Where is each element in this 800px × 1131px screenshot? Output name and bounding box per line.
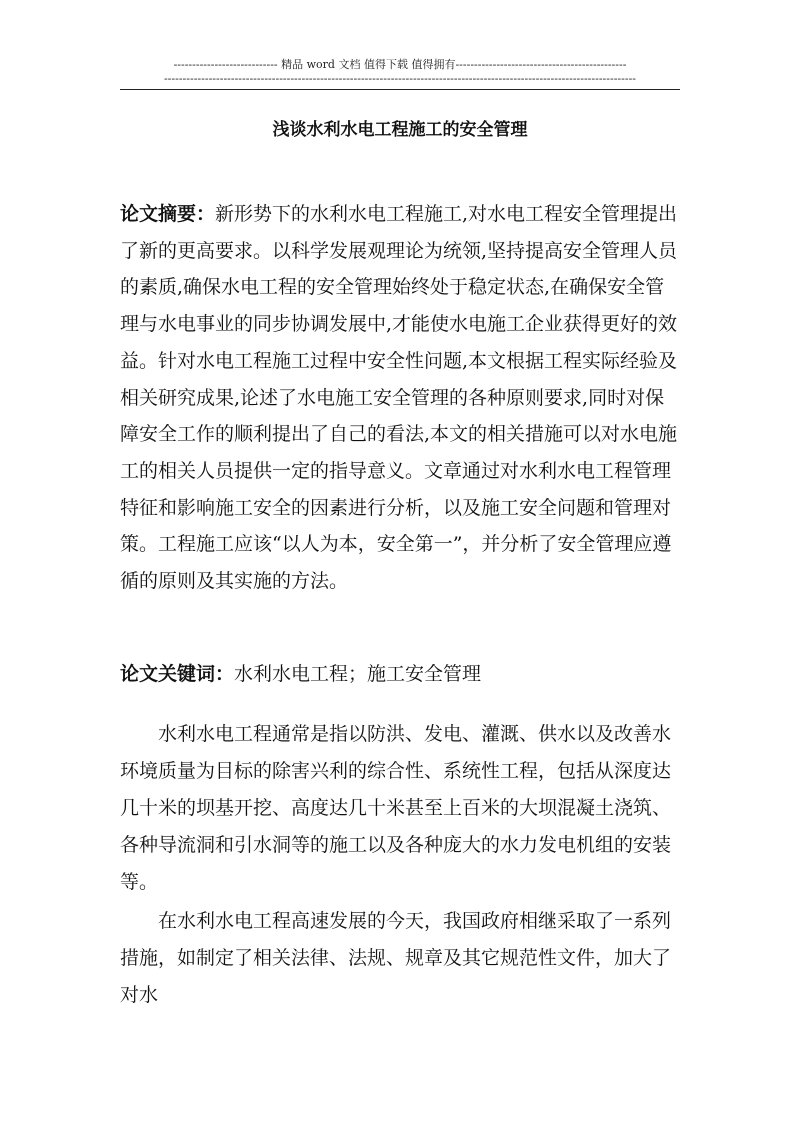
header-dash-line: ------------------------------------------------------------------------------------------------------------------------------- xyxy=(163,72,637,85)
header-rule xyxy=(120,89,680,90)
document-title: 浅谈水利水电工程施工的安全管理 xyxy=(272,120,528,140)
abstract-label: 论文摘要： xyxy=(120,203,216,225)
abstract-text: 新形势下的水利水电工程施工,对水电工程安全管理提出了新的更高要求。以科学发展观理论为统领,坚持提高安全管理人员的素质,确保水电工程的安全管理始终处于稳定状态,在确保安全管理与水电事业的同步协调发展中,才能使水电施工企业获得更好的效益。针对水电工程施工过程中安全性问题,本文根据工程实际经验及相关研究成果,论述了水电施工安全管理的各种原则要求,同时对保障安全工作的顺利提出了自己的看法,本文的相关措施可以对水电施工的相关人员提供一定的指导意义。文章通过对水利水电工程管理特征和影响施工安全的因素进行分析，以及施工安全问题和管理对策。工程施工应该“以人为本，安全第一”，并分析了安全管理应遵循的原则及其实施的方法。 xyxy=(120,203,678,593)
body-paragraph-2: 在水利水电工程高速发展的今天，我国政府相继采取了一系列措施，如制定了相关法律、法规、规章及其它规范性文件，加大了对水 xyxy=(120,910,672,1006)
body-paragraph-1: 水利水电工程通常是指以防洪、发电、灌溉、供水以及改善水环境质量为目标的除害兴利的综合性、系统性工程，包括从深度达几十米的坝基开挖、高度达几十米甚至上百米的大坝混凝土浇筑、各种导流洞和引水洞等的施工以及各种庞大的水力发电机组的安装等。 xyxy=(120,723,672,893)
keywords-text: 水利水电工程；施工安全管理 xyxy=(234,663,482,685)
keywords-paragraph xyxy=(120,656,680,693)
keywords-label: 论文关键词： xyxy=(120,663,235,685)
abstract-section xyxy=(120,196,680,600)
keywords-section xyxy=(120,656,680,693)
header-banner: ---------------------------- 精品 word 文档 值得下载 值得拥有---------------------------------------------- xyxy=(173,58,627,71)
abstract-paragraph xyxy=(120,196,680,600)
